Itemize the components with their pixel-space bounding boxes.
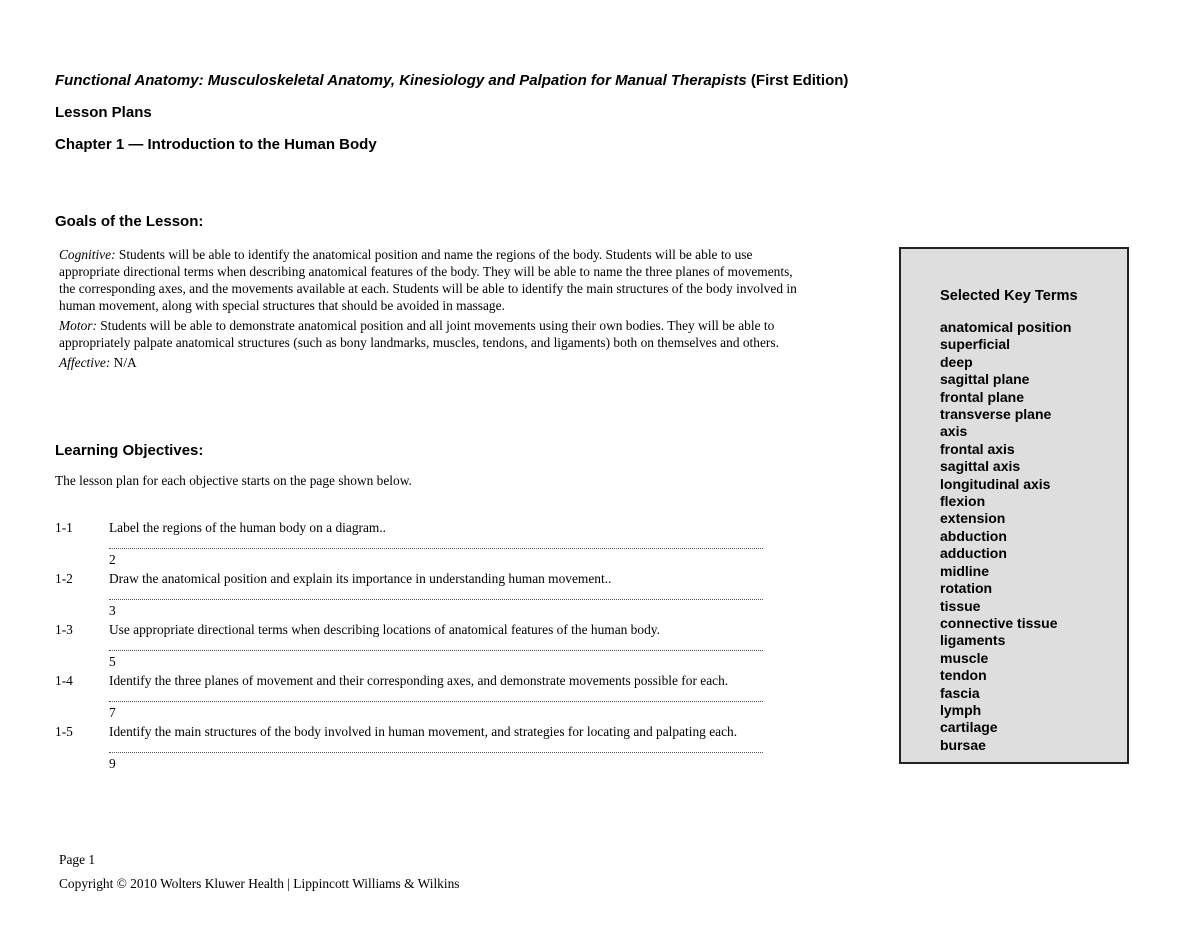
objectives-heading: Learning Objectives:	[55, 442, 204, 459]
key-term: longitudinal axis	[940, 475, 1051, 492]
key-term: adduction	[940, 545, 1007, 562]
key-term: anatomical position	[940, 319, 1072, 335]
key-term: extension	[940, 510, 1006, 527]
objective-number: 1-1	[55, 520, 73, 535]
goal-label: Cognitive:	[59, 247, 116, 262]
objective-item	[55, 621, 767, 672]
objective-page: 5	[109, 654, 116, 669]
objective-number: 1-2	[55, 571, 73, 586]
dot-leader	[109, 587, 763, 600]
objective-text: Draw the anatomical position and explain its importance in understanding human movement..	[109, 571, 612, 586]
key-term: bursae	[940, 736, 986, 753]
key-term: rotation	[940, 580, 993, 597]
key-term: frontal axis	[940, 440, 1015, 457]
objective-item	[55, 672, 767, 723]
key-term: cartilage	[940, 719, 998, 736]
key-term: abduction	[940, 527, 1007, 544]
key-term: tissue	[940, 597, 981, 614]
key-term: fascia	[940, 684, 980, 701]
key-terms-box	[899, 247, 1129, 764]
goal-text: Students will be able to identify the anatomical position and name the regions of the body. Students will be able to use appropriate directional terms when describing anatomical features of the body. They will be able to name the three planes of movements, the corresponding axes, and the movements available at each. Students will be able to identify the main structures of the body involved in human movement, along with special structures that should be avoided in massage.	[59, 247, 797, 313]
key-term: lymph	[940, 701, 982, 718]
dot-leader	[109, 536, 763, 549]
key-terms-list	[940, 319, 1071, 754]
key-terms-heading: Selected Key Terms	[940, 288, 1078, 304]
objective-text: Use appropriate directional terms when describing locations of anatomical features of the human body.	[109, 622, 660, 637]
goal-text: Students will be able to demonstrate anatomical position and all joint movements using their own bodies. They will be able to appropriately palpate anatomical structures (such as bony landmarks, muscles, tendons, and ligaments) both on themselves and others.	[59, 318, 779, 350]
objective-number: 1-5	[55, 724, 73, 739]
book-edition: (First Edition)	[746, 72, 849, 89]
key-term: transverse plane	[940, 406, 1052, 423]
goal-affective	[59, 354, 809, 371]
objective-number: 1-4	[55, 673, 73, 688]
key-term: frontal plane	[940, 388, 1025, 405]
goal-cognitive	[59, 246, 809, 314]
goal-motor	[59, 317, 809, 351]
objectives-intro: The lesson plan for each objective starts on the page shown below.	[55, 473, 412, 488]
objectives-list	[55, 519, 767, 774]
goals-section	[59, 246, 809, 374]
key-term: ligaments	[940, 632, 1006, 649]
goal-label: Affective:	[59, 355, 111, 370]
key-term: sagittal plane	[940, 371, 1030, 388]
key-term: muscle	[940, 649, 989, 666]
lesson-plans-heading: Lesson Plans	[55, 104, 152, 121]
goal-label: Motor:	[59, 318, 97, 333]
objective-page: 3	[109, 603, 116, 618]
objective-page: 2	[109, 552, 116, 567]
book-title-main: Functional Anatomy: Musculoskeletal Anatomy, Kinesiology and Palpation for Manual Therapists	[55, 72, 747, 89]
key-term: superficial	[940, 336, 1011, 353]
book-title	[55, 72, 848, 89]
dot-leader	[109, 740, 763, 753]
objective-item	[55, 519, 767, 570]
key-term: deep	[940, 353, 973, 370]
key-term: midline	[940, 562, 990, 579]
goal-text: N/A	[110, 355, 137, 370]
objective-text: Label the regions of the human body on a diagram..	[109, 520, 387, 535]
dot-leader	[109, 689, 763, 702]
objective-text: Identify the three planes of movement and their corresponding axes, and demonstrate movements possible for each.	[109, 673, 729, 688]
objective-text: Identify the main structures of the body involved in human movement, and strategies for locating and palpating each.	[109, 724, 738, 739]
key-term: tendon	[940, 667, 987, 684]
goals-heading: Goals of the Lesson:	[55, 213, 204, 230]
objective-page: 7	[109, 705, 116, 720]
dot-leader	[109, 638, 763, 651]
objective-page: 9	[109, 756, 116, 771]
chapter-title: Chapter 1 — Introduction to the Human Body	[55, 136, 377, 153]
page-number: Page 1	[59, 852, 96, 867]
objective-number: 1-3	[55, 622, 73, 637]
key-term: connective tissue	[940, 614, 1058, 631]
objective-item	[55, 723, 767, 774]
objective-item	[55, 570, 767, 621]
copyright: Copyright © 2010 Wolters Kluwer Health | Lippincott Williams & Wilkins	[59, 876, 460, 891]
key-term: flexion	[940, 493, 986, 510]
key-term: sagittal axis	[940, 458, 1021, 475]
key-term: axis	[940, 423, 968, 440]
